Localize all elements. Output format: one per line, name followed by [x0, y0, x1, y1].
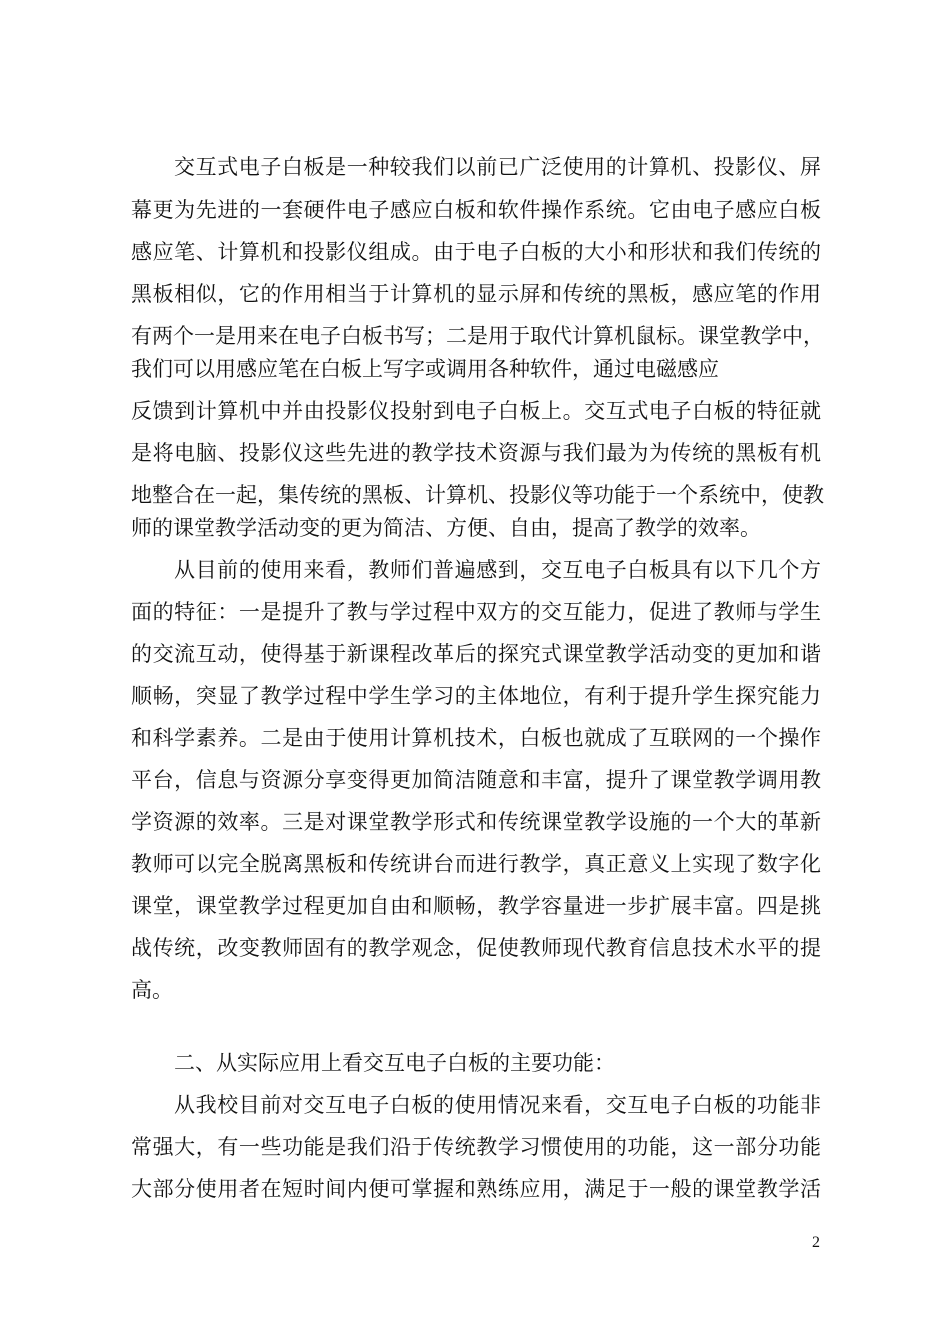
paragraph-3-line-2: 常强大，有一些功能是我们沿于传统教学习惯使用的功能，这一部分功能	[131, 1135, 821, 1159]
paragraph-3-line-3: 大部分使用者在短时间内便可掌握和熟练应用，满足于一般的课堂教学活	[131, 1177, 821, 1201]
paragraph-3-line-1: 从我校目前对交互电子白板的使用情况来看，交互电子白板的功能非	[174, 1093, 821, 1117]
paragraph-1-line-5: 有两个一是用来在电子白板书写；二是用于取代计算机鼠标。课堂教学中，	[131, 324, 824, 348]
paragraph-2-line-2: 面的特征：一是提升了教与学过程中双方的交互能力，促进了教师与学生	[131, 600, 821, 624]
paragraph-2-line-11: 高。	[131, 978, 173, 1002]
paragraph-2-line-1: 从目前的使用来看，教师们普遍感到，交互电子白板具有以下几个方	[174, 558, 821, 582]
paragraph-2-line-10: 战传统，改变教师固有的教学观念，促使教师现代教育信息技术水平的提	[131, 936, 821, 960]
paragraph-2-line-4: 顺畅，突显了教学过程中学生学习的主体地位，有利于提升学生探究能力	[131, 684, 821, 708]
paragraph-1-line-1: 交互式电子白板是一种较我们以前已广泛使用的计算机、投影仪、屏	[174, 155, 821, 179]
paragraph-2-line-5: 和科学素养。二是由于使用计算机技术，白板也就成了互联网的一个操作	[131, 726, 821, 750]
paragraph-1-line-10: 师的课堂教学活动变的更为简洁、方便、自由，提高了教学的效率。	[131, 516, 761, 540]
paragraph-2-line-9: 课堂，课堂教学过程更加自由和顺畅，教学容量进一步扩展丰富。四是挑	[131, 894, 821, 918]
section-heading: 二、从实际应用上看交互电子白板的主要功能：	[174, 1051, 615, 1075]
paragraph-1-line-7: 反馈到计算机中并由投影仪投射到电子白板上。交互式电子白板的特征就	[131, 399, 821, 423]
paragraph-2-line-7: 学资源的效率。三是对课堂教学形式和传统课堂教学设施的一个大的革新	[131, 810, 821, 834]
paragraph-1-line-9: 地整合在一起，集传统的黑板、计算机、投影仪等功能于一个系统中，使教	[131, 483, 824, 507]
paragraph-2-line-6: 平台，信息与资源分享变得更加简洁随意和丰富，提升了课堂教学调用教	[131, 768, 821, 792]
paragraph-1-line-4: 黑板相似，它的作用相当于计算机的显示屏和传统的黑板，感应笔的作用	[131, 282, 821, 306]
paragraph-1-line-3: 感应笔、计算机和投影仪组成。由于电子白板的大小和形状和我们传统的	[131, 240, 821, 264]
paragraph-1-line-6: 我们可以用感应笔在白板上写字或调用各种软件，通过电磁感应	[131, 357, 719, 381]
paragraph-1-line-8: 是将电脑、投影仪这些先进的教学技术资源与我们最为为传统的黑板有机	[131, 441, 821, 465]
paragraph-2-line-8: 教师可以完全脱离黑板和传统讲台而进行教学，真正意义上实现了数字化	[131, 852, 821, 876]
paragraph-2-line-3: 的交流互动，使得基于新课程改革后的探究式课堂教学活动变的更加和谐	[131, 642, 821, 666]
page-number: 2	[812, 1234, 820, 1251]
paragraph-1-line-2: 幕更为先进的一套硬件电子感应白板和软件操作系统。它由电子感应白板	[131, 198, 821, 222]
